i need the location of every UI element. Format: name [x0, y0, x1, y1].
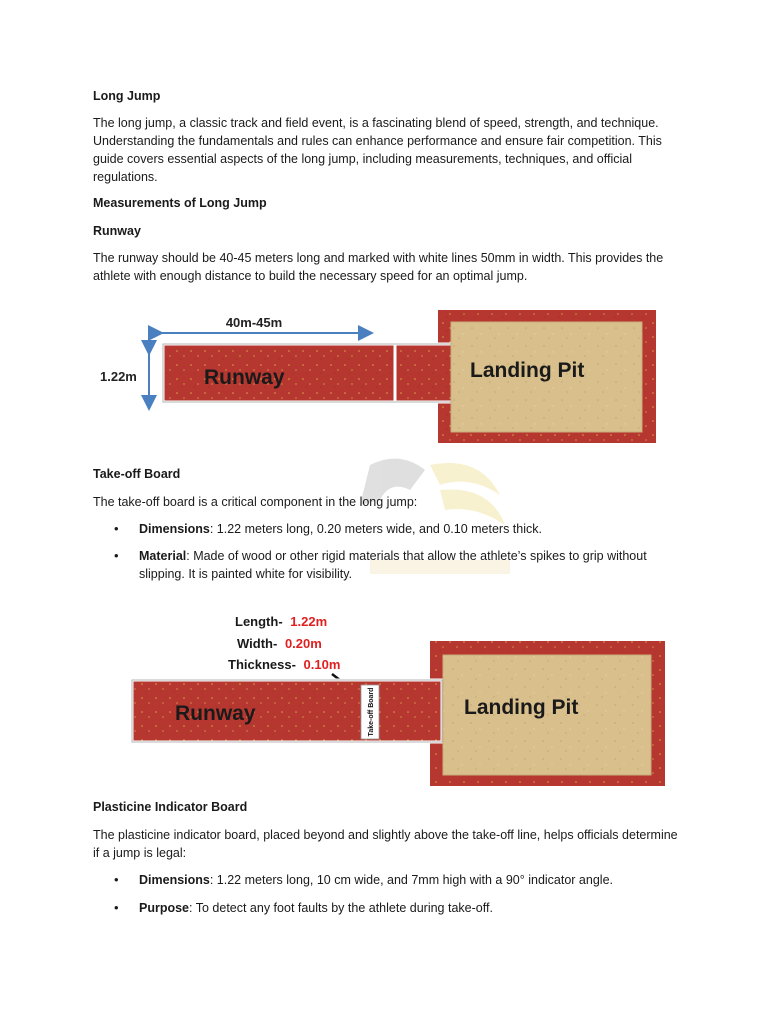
width-label: 1.22m	[100, 369, 137, 384]
bullet-text: : 1.22 meters long, 0.20 meters wide, and 0.10 meters thick.	[209, 522, 542, 536]
pit-label: Landing Pit	[470, 359, 585, 382]
bullet-dot: •	[114, 548, 119, 563]
bullet-text: : Made of wood or other rigid materials that allow the athlete’s spikes to grip without slipping. It is painted white for visibility.	[139, 549, 647, 581]
intro-paragraph: The long jump, a classic track and field event, is a fascinating blend of speed, strength, and technique. Understanding the fundamentals and rules can enhance performance and ensure fair competition. This guide covers essential aspects of the long jump, including measurements, techniques, and official regulations.	[93, 116, 662, 184]
takeoff-material-item	[139, 547, 679, 583]
bullet-term: Purpose	[139, 901, 190, 915]
runway-diagram	[90, 305, 670, 450]
runway-label: Runway	[175, 702, 256, 725]
plasticine-purpose-item	[139, 899, 679, 917]
thickness-key: Thickness-	[228, 657, 296, 672]
runway-paragraph: The runway should be 40-45 meters long and marked with white lines 50mm in width. This provides the athlete with enough distance to build the necessary speed for an optimal jump.	[93, 251, 664, 283]
measurements-heading: Measurements of Long Jump	[93, 196, 267, 210]
takeoff-paragraph: The take-off board is a critical component in the long jump:	[93, 495, 418, 509]
takeoff-dimensions-item	[139, 520, 679, 538]
svg-text:Width- 0.20m	[237, 636, 322, 651]
pit-label: Landing Pit	[464, 696, 579, 719]
bullet-term: Material	[139, 549, 187, 563]
runway-label: Runway	[204, 366, 285, 389]
bullet-term: Dimensions	[139, 522, 210, 536]
runway-heading: Runway	[93, 224, 141, 238]
plasticine-heading: Plasticine Indicator Board	[93, 800, 248, 814]
bullet-text: : To detect any foot faults by the athlete during take-off.	[189, 901, 493, 915]
width-key: Width-	[237, 636, 278, 651]
length-key: Length-	[235, 614, 283, 629]
thickness-value: 0.10m	[303, 657, 341, 672]
takeoff-board-label: Take-off Board	[368, 687, 375, 737]
takeoff-board-diagram	[125, 610, 670, 790]
svg-text:Length- 1.22m	[235, 614, 327, 629]
svg-text:Thickness- 0.10m	[228, 657, 340, 672]
bullet-dot: •	[114, 900, 119, 915]
length-value: 1.22m	[290, 614, 328, 629]
bullet-text: : 1.22 meters long, 10 cm wide, and 7mm high with a 90° indicator angle.	[209, 873, 613, 887]
takeoff-heading: Take-off Board	[93, 467, 181, 481]
bullet-dot: •	[114, 872, 119, 887]
page-title: Long Jump	[93, 89, 161, 103]
plasticine-dimensions-item	[139, 871, 679, 889]
plasticine-paragraph: The plasticine indicator board, placed beyond and slightly above the take-off line, helps officials determine if a jump is legal:	[93, 828, 678, 860]
bullet-dot: •	[114, 521, 119, 536]
bullet-term: Dimensions	[139, 873, 210, 887]
width-value: 0.20m	[284, 636, 322, 651]
length-label: 40m-45m	[225, 315, 283, 330]
